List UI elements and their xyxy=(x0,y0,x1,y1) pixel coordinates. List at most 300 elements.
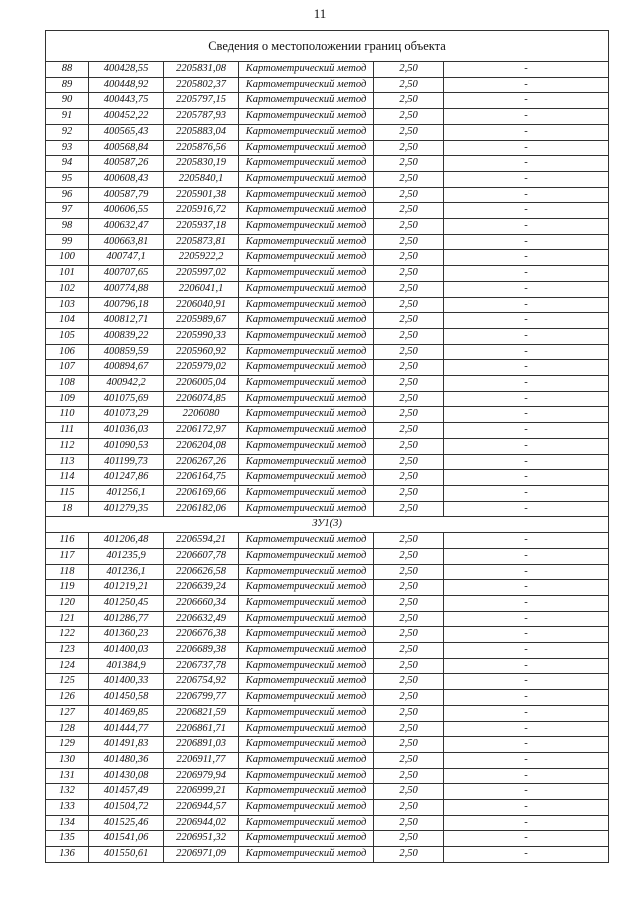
point-number-cell: 98 xyxy=(46,219,89,235)
point-number-cell: 120 xyxy=(46,595,89,611)
y-coordinate-cell: 2205831,08 xyxy=(164,62,239,78)
accuracy-cell: 2,50 xyxy=(374,234,444,250)
note-cell: - xyxy=(444,297,609,313)
y-coordinate-cell: 2205979,02 xyxy=(164,360,239,376)
table-row xyxy=(46,815,609,831)
x-coordinate-cell: 400707,65 xyxy=(89,266,164,282)
table-row xyxy=(46,313,609,329)
y-coordinate-cell: 2206040,91 xyxy=(164,297,239,313)
point-number-cell: 107 xyxy=(46,360,89,376)
x-coordinate-cell: 401036,03 xyxy=(89,423,164,439)
y-coordinate-cell: 2206999,21 xyxy=(164,784,239,800)
accuracy-cell: 2,50 xyxy=(374,250,444,266)
y-coordinate-cell: 2205876,56 xyxy=(164,140,239,156)
y-coordinate-cell: 2206911,77 xyxy=(164,752,239,768)
y-coordinate-cell: 2205883,04 xyxy=(164,124,239,140)
table-row xyxy=(46,156,609,172)
point-number-cell: 127 xyxy=(46,705,89,721)
method-cell: Картометрический метод xyxy=(239,313,374,329)
note-cell: - xyxy=(444,250,609,266)
note-cell: - xyxy=(444,281,609,297)
method-cell: Картометрический метод xyxy=(239,485,374,501)
x-coordinate-cell: 401400,33 xyxy=(89,674,164,690)
accuracy-cell: 2,50 xyxy=(374,93,444,109)
note-cell: - xyxy=(444,705,609,721)
x-coordinate-cell: 400774,88 xyxy=(89,281,164,297)
point-number-cell: 116 xyxy=(46,533,89,549)
method-cell: Картометрический метод xyxy=(239,501,374,517)
note-cell: - xyxy=(444,658,609,674)
note-cell: - xyxy=(444,752,609,768)
method-cell: Картометрический метод xyxy=(239,407,374,423)
method-cell: Картометрический метод xyxy=(239,627,374,643)
method-cell: Картометрический метод xyxy=(239,800,374,816)
note-cell: - xyxy=(444,815,609,831)
point-number-cell: 125 xyxy=(46,674,89,690)
table-row xyxy=(46,438,609,454)
point-number-cell: 92 xyxy=(46,124,89,140)
table-row xyxy=(46,831,609,847)
y-coordinate-cell: 2206041,1 xyxy=(164,281,239,297)
method-cell: Картометрический метод xyxy=(239,470,374,486)
table-row xyxy=(46,250,609,266)
point-number-cell: 129 xyxy=(46,737,89,753)
table-row xyxy=(46,140,609,156)
note-cell: - xyxy=(444,847,609,863)
method-cell: Картометрический метод xyxy=(239,62,374,78)
table-title: Сведения о местоположении границ объекта xyxy=(46,31,609,62)
note-cell: - xyxy=(444,533,609,549)
accuracy-cell: 2,50 xyxy=(374,548,444,564)
y-coordinate-cell: 2206799,77 xyxy=(164,690,239,706)
x-coordinate-cell: 400608,43 xyxy=(89,171,164,187)
note-cell: - xyxy=(444,501,609,517)
x-coordinate-cell: 401236,1 xyxy=(89,564,164,580)
accuracy-cell: 2,50 xyxy=(374,721,444,737)
y-coordinate-cell: 2206639,24 xyxy=(164,580,239,596)
method-cell: Картометрический метод xyxy=(239,643,374,659)
point-number-cell: 128 xyxy=(46,721,89,737)
method-cell: Картометрический метод xyxy=(239,156,374,172)
table-row xyxy=(46,470,609,486)
table-row xyxy=(46,564,609,580)
accuracy-cell: 2,50 xyxy=(374,313,444,329)
point-number-cell: 126 xyxy=(46,690,89,706)
x-coordinate-cell: 401073,29 xyxy=(89,407,164,423)
accuracy-cell: 2,50 xyxy=(374,423,444,439)
accuracy-cell: 2,50 xyxy=(374,611,444,627)
x-coordinate-cell: 401256,1 xyxy=(89,485,164,501)
table-row xyxy=(46,234,609,250)
y-coordinate-cell: 2205787,93 xyxy=(164,109,239,125)
point-number-cell: 130 xyxy=(46,752,89,768)
table-row xyxy=(46,658,609,674)
table-body xyxy=(46,31,609,863)
point-number-cell: 119 xyxy=(46,580,89,596)
method-cell: Картометрический метод xyxy=(239,376,374,392)
accuracy-cell: 2,50 xyxy=(374,281,444,297)
table-row xyxy=(46,454,609,470)
note-cell: - xyxy=(444,140,609,156)
method-cell: Картометрический метод xyxy=(239,580,374,596)
method-cell: Картометрический метод xyxy=(239,77,374,93)
method-cell: Картометрический метод xyxy=(239,831,374,847)
method-cell: Картометрический метод xyxy=(239,219,374,235)
boundary-coordinates-table xyxy=(45,30,609,863)
accuracy-cell: 2,50 xyxy=(374,187,444,203)
x-coordinate-cell: 401525,46 xyxy=(89,815,164,831)
accuracy-cell: 2,50 xyxy=(374,580,444,596)
y-coordinate-cell: 2206891,03 xyxy=(164,737,239,753)
x-coordinate-cell: 401444,77 xyxy=(89,721,164,737)
accuracy-cell: 2,50 xyxy=(374,815,444,831)
table-row xyxy=(46,611,609,627)
x-coordinate-cell: 400448,92 xyxy=(89,77,164,93)
x-coordinate-cell: 401075,69 xyxy=(89,391,164,407)
accuracy-cell: 2,50 xyxy=(374,203,444,219)
point-number-cell: 18 xyxy=(46,501,89,517)
y-coordinate-cell: 2206979,94 xyxy=(164,768,239,784)
table-row xyxy=(46,328,609,344)
point-number-cell: 114 xyxy=(46,470,89,486)
note-cell: - xyxy=(444,124,609,140)
table-row xyxy=(46,77,609,93)
x-coordinate-cell: 400747,1 xyxy=(89,250,164,266)
method-cell: Картометрический метод xyxy=(239,752,374,768)
method-cell: Картометрический метод xyxy=(239,344,374,360)
point-number-cell: 113 xyxy=(46,454,89,470)
accuracy-cell: 2,50 xyxy=(374,800,444,816)
point-number-cell: 117 xyxy=(46,548,89,564)
method-cell: Картометрический метод xyxy=(239,171,374,187)
note-cell: - xyxy=(444,109,609,125)
x-coordinate-cell: 400587,26 xyxy=(89,156,164,172)
x-coordinate-cell: 401550,61 xyxy=(89,847,164,863)
table-row xyxy=(46,407,609,423)
x-coordinate-cell: 400812,71 xyxy=(89,313,164,329)
y-coordinate-cell: 2206080 xyxy=(164,407,239,423)
method-cell: Картометрический метод xyxy=(239,187,374,203)
method-cell: Картометрический метод xyxy=(239,815,374,831)
method-cell: Картометрический метод xyxy=(239,297,374,313)
method-cell: Картометрический метод xyxy=(239,281,374,297)
method-cell: Картометрический метод xyxy=(239,658,374,674)
x-coordinate-cell: 400632,47 xyxy=(89,219,164,235)
accuracy-cell: 2,50 xyxy=(374,705,444,721)
method-cell: Картометрический метод xyxy=(239,721,374,737)
y-coordinate-cell: 2206737,78 xyxy=(164,658,239,674)
table-row xyxy=(46,690,609,706)
method-cell: Картометрический метод xyxy=(239,438,374,454)
point-number-cell: 131 xyxy=(46,768,89,784)
accuracy-cell: 2,50 xyxy=(374,454,444,470)
table-row xyxy=(46,344,609,360)
method-cell: Картометрический метод xyxy=(239,674,374,690)
method-cell: Картометрический метод xyxy=(239,533,374,549)
y-coordinate-cell: 2206951,32 xyxy=(164,831,239,847)
x-coordinate-cell: 401480,36 xyxy=(89,752,164,768)
x-coordinate-cell: 401430,08 xyxy=(89,768,164,784)
note-cell: - xyxy=(444,187,609,203)
method-cell: Картометрический метод xyxy=(239,124,374,140)
table-row xyxy=(46,109,609,125)
y-coordinate-cell: 2205989,67 xyxy=(164,313,239,329)
accuracy-cell: 2,50 xyxy=(374,658,444,674)
accuracy-cell: 2,50 xyxy=(374,470,444,486)
table-row xyxy=(46,187,609,203)
note-cell: - xyxy=(444,595,609,611)
note-cell: - xyxy=(444,62,609,78)
accuracy-cell: 2,50 xyxy=(374,360,444,376)
table-row xyxy=(46,203,609,219)
y-coordinate-cell: 2206182,06 xyxy=(164,501,239,517)
accuracy-cell: 2,50 xyxy=(374,344,444,360)
note-cell: - xyxy=(444,234,609,250)
method-cell: Картометрический метод xyxy=(239,93,374,109)
y-coordinate-cell: 2206676,38 xyxy=(164,627,239,643)
point-number-cell: 94 xyxy=(46,156,89,172)
note-cell: - xyxy=(444,454,609,470)
accuracy-cell: 2,50 xyxy=(374,752,444,768)
point-number-cell: 123 xyxy=(46,643,89,659)
x-coordinate-cell: 400796,18 xyxy=(89,297,164,313)
y-coordinate-cell: 2206172,97 xyxy=(164,423,239,439)
table-row xyxy=(46,752,609,768)
table-row xyxy=(46,595,609,611)
boundary-table-container xyxy=(45,30,608,863)
x-coordinate-cell: 401504,72 xyxy=(89,800,164,816)
y-coordinate-cell: 2205901,38 xyxy=(164,187,239,203)
y-coordinate-cell: 2206626,58 xyxy=(164,564,239,580)
point-number-cell: 100 xyxy=(46,250,89,266)
table-title-row xyxy=(46,31,609,62)
table-row xyxy=(46,62,609,78)
table-row xyxy=(46,674,609,690)
point-number-cell: 90 xyxy=(46,93,89,109)
point-number-cell: 105 xyxy=(46,328,89,344)
x-coordinate-cell: 400568,84 xyxy=(89,140,164,156)
note-cell: - xyxy=(444,77,609,93)
note-cell: - xyxy=(444,313,609,329)
point-number-cell: 95 xyxy=(46,171,89,187)
method-cell: Картометрический метод xyxy=(239,360,374,376)
note-cell: - xyxy=(444,690,609,706)
note-cell: - xyxy=(444,391,609,407)
y-coordinate-cell: 2205802,37 xyxy=(164,77,239,93)
x-coordinate-cell: 401279,35 xyxy=(89,501,164,517)
point-number-cell: 111 xyxy=(46,423,89,439)
table-row xyxy=(46,847,609,863)
accuracy-cell: 2,50 xyxy=(374,737,444,753)
table-row xyxy=(46,643,609,659)
accuracy-cell: 2,50 xyxy=(374,156,444,172)
note-cell: - xyxy=(444,627,609,643)
point-number-cell: 91 xyxy=(46,109,89,125)
accuracy-cell: 2,50 xyxy=(374,171,444,187)
table-row xyxy=(46,768,609,784)
point-number-cell: 118 xyxy=(46,564,89,580)
y-coordinate-cell: 2205830,19 xyxy=(164,156,239,172)
table-row xyxy=(46,580,609,596)
y-coordinate-cell: 2206594,21 xyxy=(164,533,239,549)
x-coordinate-cell: 401250,45 xyxy=(89,595,164,611)
x-coordinate-cell: 401219,21 xyxy=(89,580,164,596)
note-cell: - xyxy=(444,768,609,784)
accuracy-cell: 2,50 xyxy=(374,266,444,282)
y-coordinate-cell: 2205840,1 xyxy=(164,171,239,187)
point-number-cell: 99 xyxy=(46,234,89,250)
method-cell: Картометрический метод xyxy=(239,203,374,219)
accuracy-cell: 2,50 xyxy=(374,595,444,611)
y-coordinate-cell: 2206169,66 xyxy=(164,485,239,501)
x-coordinate-cell: 401541,06 xyxy=(89,831,164,847)
section-label: ЗУ1(3) xyxy=(46,517,609,533)
method-cell: Картометрический метод xyxy=(239,595,374,611)
note-cell: - xyxy=(444,784,609,800)
note-cell: - xyxy=(444,611,609,627)
x-coordinate-cell: 401286,77 xyxy=(89,611,164,627)
y-coordinate-cell: 2206754,92 xyxy=(164,674,239,690)
accuracy-cell: 2,50 xyxy=(374,690,444,706)
point-number-cell: 102 xyxy=(46,281,89,297)
accuracy-cell: 2,50 xyxy=(374,784,444,800)
point-number-cell: 115 xyxy=(46,485,89,501)
table-row xyxy=(46,93,609,109)
table-row xyxy=(46,266,609,282)
x-coordinate-cell: 401457,49 xyxy=(89,784,164,800)
y-coordinate-cell: 2206971,09 xyxy=(164,847,239,863)
x-coordinate-cell: 401090,53 xyxy=(89,438,164,454)
x-coordinate-cell: 400443,75 xyxy=(89,93,164,109)
accuracy-cell: 2,50 xyxy=(374,297,444,313)
y-coordinate-cell: 2206861,71 xyxy=(164,721,239,737)
x-coordinate-cell: 400839,22 xyxy=(89,328,164,344)
y-coordinate-cell: 2205873,81 xyxy=(164,234,239,250)
x-coordinate-cell: 400587,79 xyxy=(89,187,164,203)
point-number-cell: 106 xyxy=(46,344,89,360)
method-cell: Картометрический метод xyxy=(239,768,374,784)
y-coordinate-cell: 2206944,02 xyxy=(164,815,239,831)
accuracy-cell: 2,50 xyxy=(374,847,444,863)
note-cell: - xyxy=(444,360,609,376)
note-cell: - xyxy=(444,438,609,454)
method-cell: Картометрический метод xyxy=(239,564,374,580)
x-coordinate-cell: 400565,43 xyxy=(89,124,164,140)
method-cell: Картометрический метод xyxy=(239,266,374,282)
note-cell: - xyxy=(444,564,609,580)
note-cell: - xyxy=(444,423,609,439)
y-coordinate-cell: 2205797,15 xyxy=(164,93,239,109)
point-number-cell: 124 xyxy=(46,658,89,674)
method-cell: Картометрический метод xyxy=(239,109,374,125)
table-row xyxy=(46,721,609,737)
point-number-cell: 112 xyxy=(46,438,89,454)
x-coordinate-cell: 400606,55 xyxy=(89,203,164,219)
note-cell: - xyxy=(444,171,609,187)
note-cell: - xyxy=(444,485,609,501)
method-cell: Картометрический метод xyxy=(239,737,374,753)
x-coordinate-cell: 401450,58 xyxy=(89,690,164,706)
accuracy-cell: 2,50 xyxy=(374,768,444,784)
accuracy-cell: 2,50 xyxy=(374,328,444,344)
note-cell: - xyxy=(444,737,609,753)
point-number-cell: 108 xyxy=(46,376,89,392)
note-cell: - xyxy=(444,344,609,360)
accuracy-cell: 2,50 xyxy=(374,831,444,847)
note-cell: - xyxy=(444,219,609,235)
accuracy-cell: 2,50 xyxy=(374,533,444,549)
point-number-cell: 93 xyxy=(46,140,89,156)
table-row xyxy=(46,360,609,376)
x-coordinate-cell: 401206,48 xyxy=(89,533,164,549)
x-coordinate-cell: 401384,9 xyxy=(89,658,164,674)
accuracy-cell: 2,50 xyxy=(374,62,444,78)
point-number-cell: 135 xyxy=(46,831,89,847)
accuracy-cell: 2,50 xyxy=(374,140,444,156)
method-cell: Картометрический метод xyxy=(239,423,374,439)
method-cell: Картометрический метод xyxy=(239,328,374,344)
note-cell: - xyxy=(444,800,609,816)
y-coordinate-cell: 2206607,78 xyxy=(164,548,239,564)
method-cell: Картометрический метод xyxy=(239,784,374,800)
note-cell: - xyxy=(444,580,609,596)
y-coordinate-cell: 2205990,33 xyxy=(164,328,239,344)
y-coordinate-cell: 2206164,75 xyxy=(164,470,239,486)
table-row xyxy=(46,533,609,549)
page-number: 11 xyxy=(313,6,327,21)
table-row xyxy=(46,627,609,643)
point-number-cell: 96 xyxy=(46,187,89,203)
accuracy-cell: 2,50 xyxy=(374,564,444,580)
x-coordinate-cell: 401400,03 xyxy=(89,643,164,659)
table-row xyxy=(46,219,609,235)
method-cell: Картометрический метод xyxy=(239,454,374,470)
table-row xyxy=(46,297,609,313)
accuracy-cell: 2,50 xyxy=(374,627,444,643)
y-coordinate-cell: 2206632,49 xyxy=(164,611,239,627)
y-coordinate-cell: 2205997,02 xyxy=(164,266,239,282)
y-coordinate-cell: 2206267,26 xyxy=(164,454,239,470)
point-number-cell: 97 xyxy=(46,203,89,219)
point-number-cell: 122 xyxy=(46,627,89,643)
accuracy-cell: 2,50 xyxy=(374,376,444,392)
x-coordinate-cell: 401469,85 xyxy=(89,705,164,721)
note-cell: - xyxy=(444,831,609,847)
method-cell: Картометрический метод xyxy=(239,234,374,250)
note-cell: - xyxy=(444,376,609,392)
accuracy-cell: 2,50 xyxy=(374,501,444,517)
x-coordinate-cell: 400942,2 xyxy=(89,376,164,392)
x-coordinate-cell: 401360,23 xyxy=(89,627,164,643)
section-header-row xyxy=(46,517,609,533)
note-cell: - xyxy=(444,203,609,219)
x-coordinate-cell: 401247,86 xyxy=(89,470,164,486)
y-coordinate-cell: 2205916,72 xyxy=(164,203,239,219)
accuracy-cell: 2,50 xyxy=(374,77,444,93)
point-number-cell: 132 xyxy=(46,784,89,800)
method-cell: Картометрический метод xyxy=(239,391,374,407)
method-cell: Картометрический метод xyxy=(239,705,374,721)
table-row xyxy=(46,124,609,140)
y-coordinate-cell: 2206689,38 xyxy=(164,643,239,659)
accuracy-cell: 2,50 xyxy=(374,124,444,140)
y-coordinate-cell: 2205937,18 xyxy=(164,219,239,235)
x-coordinate-cell: 401235,9 xyxy=(89,548,164,564)
note-cell: - xyxy=(444,156,609,172)
point-number-cell: 88 xyxy=(46,62,89,78)
method-cell: Картометрический метод xyxy=(239,548,374,564)
accuracy-cell: 2,50 xyxy=(374,391,444,407)
